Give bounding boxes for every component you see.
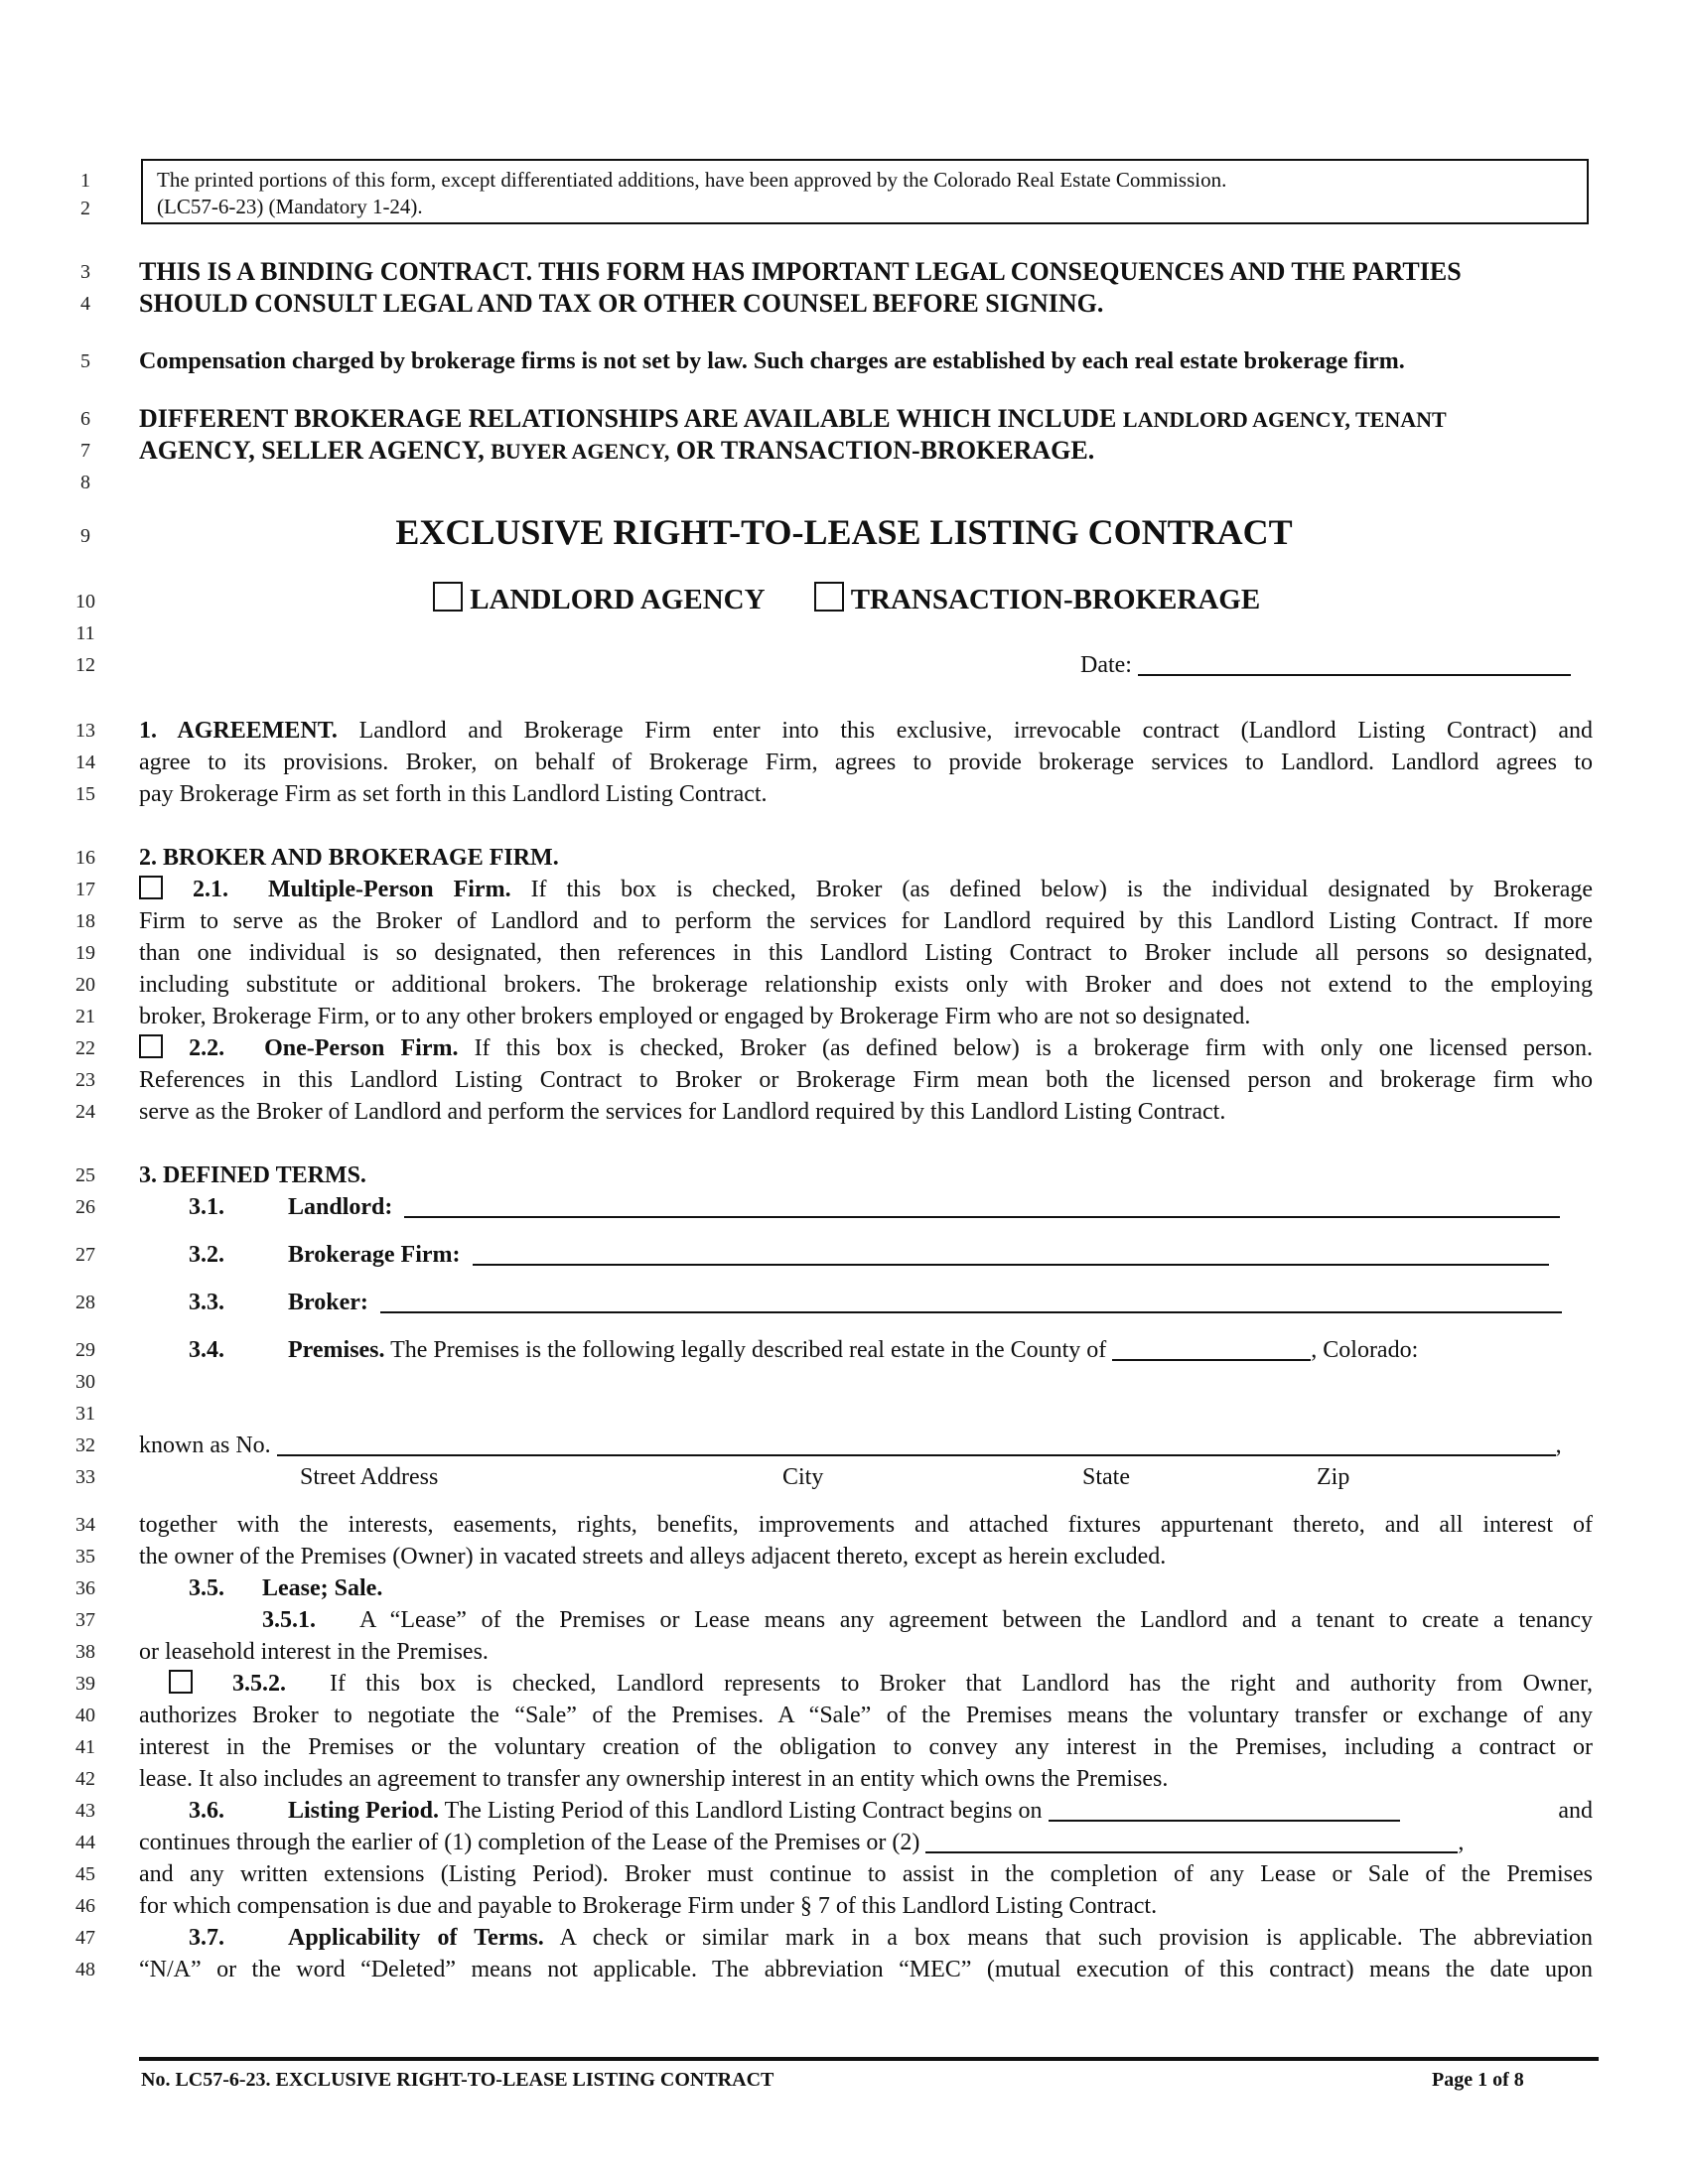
known-as-label: known as No. <box>139 1433 271 1458</box>
section-2-1-line-3: than one individual is so designated, then references in this Landlord Listing Contract to Broker include all persons so designated, <box>139 940 1593 966</box>
notice-line-2: (LC57-6-23) (Mandatory 1-24). <box>157 195 423 218</box>
line-number: 27 <box>75 1244 95 1266</box>
line-number: 7 <box>80 440 90 462</box>
section-2-1-line-5: broker, Brokerage Firm, or to any other brokers employed or engaged by Brokerage Firm who are not so designated. <box>139 1004 1251 1029</box>
section-2-2-title: One-Person Firm. <box>264 1035 459 1061</box>
transaction-brokerage-checkbox[interactable] <box>814 582 844 612</box>
line-number: 48 <box>75 1959 95 1980</box>
line-number: 42 <box>75 1768 95 1790</box>
relationships-text: OR TRANSACTION-BROKERAGE. <box>675 436 1095 465</box>
line-number: 17 <box>75 879 95 900</box>
section-3-5-title: Lease; Sale. <box>262 1575 383 1601</box>
brokerage-firm-field[interactable] <box>473 1240 1549 1266</box>
section-1-line-1 <box>139 715 1593 747</box>
line-number: 45 <box>75 1863 95 1885</box>
section-2-1-title: Multiple-Person Firm. <box>267 877 511 902</box>
section-3-6-text: The Listing Period of this Landlord Listing Contract begins on <box>444 1798 1043 1824</box>
line-number: 40 <box>75 1705 95 1726</box>
known-as-row: known as No. , <box>139 1433 1562 1458</box>
section-3-5-2-line-1 <box>139 1668 1593 1700</box>
section-3-6-text: continues through the earlier of (1) completion of the Lease of the Premises or (2) <box>139 1830 920 1855</box>
landlord-agency-checkbox[interactable] <box>433 582 463 612</box>
section-3-6-number: 3.6. <box>189 1798 224 1824</box>
section-2-1-line-4: including substitute or additional brokers. The brokerage relationship exists only with Broker and does not extend to the employing <box>139 972 1593 998</box>
premises-label: Premises. <box>288 1337 385 1363</box>
listing-end-field[interactable] <box>925 1828 1458 1853</box>
line-number: 39 <box>75 1673 95 1695</box>
line-number: 6 <box>80 408 90 430</box>
line-number: 46 <box>75 1895 95 1917</box>
section-2-heading: 2. BROKER AND BROKERAGE FIRM. <box>139 845 559 871</box>
line-number: 44 <box>75 1832 95 1853</box>
zip-label: Zip <box>1317 1464 1350 1490</box>
date-row <box>1080 649 1597 681</box>
address-field[interactable] <box>277 1431 1556 1456</box>
broker-field[interactable] <box>380 1288 1562 1313</box>
section-3-3-number: 3.3. <box>189 1290 224 1315</box>
line-number: 29 <box>75 1339 95 1361</box>
footer-rule <box>139 2057 1599 2061</box>
line-number: 32 <box>75 1434 95 1456</box>
landlord-agency-label: LANDLORD AGENCY <box>470 584 765 615</box>
broker-label: Broker: <box>288 1290 368 1315</box>
section-3-5-2-text: If this box is checked, Landlord represents to Broker that Landlord has the right and authority from Owner, <box>330 1671 1593 1697</box>
together-line-1: together with the interests, easements, rights, benefits, improvements and attached fixtures appurtenant thereto, and all interest of <box>139 1512 1593 1538</box>
brokerage-firm-row <box>189 1239 1579 1271</box>
line-number: 5 <box>80 350 90 372</box>
section-2-1-line-1 <box>139 874 1593 905</box>
transaction-brokerage-label: TRANSACTION-BROKERAGE <box>850 584 1261 615</box>
line-number: 11 <box>75 622 95 644</box>
contract-title: EXCLUSIVE RIGHT-TO-LEASE LISTING CONTRACT <box>395 512 1293 552</box>
premises-text: The Premises is the following legally described real estate in the County of <box>390 1337 1107 1363</box>
landlord-field[interactable] <box>404 1192 1560 1218</box>
section-2-2-number: 2.2. <box>189 1035 225 1061</box>
line-number: 31 <box>75 1403 95 1425</box>
line-number: 37 <box>75 1609 95 1631</box>
binding-warning-line-1: THIS IS A BINDING CONTRACT. THIS FORM HAS IMPORTANT LEGAL CONSEQUENCES AND THE PARTIES <box>139 257 1462 286</box>
section-3-5-2-line-2: authorizes Broker to negotiate the “Sale” of the Premises. A “Sale” of the Premises means the voluntary transfer or exchange of any <box>139 1703 1593 1728</box>
line-number: 16 <box>75 847 95 869</box>
line-number: 10 <box>75 591 95 613</box>
relationships-text: AGENCY, SELLER AGENCY, <box>139 436 485 465</box>
agency-options <box>433 582 1327 617</box>
line-number: 34 <box>75 1514 95 1536</box>
line-number: 28 <box>75 1292 95 1313</box>
date-field[interactable] <box>1138 650 1571 676</box>
broker-row <box>189 1287 1579 1318</box>
line-number: 3 <box>80 261 90 283</box>
multiple-person-firm-checkbox[interactable] <box>139 876 163 899</box>
relationships-line-1 <box>139 403 1593 436</box>
section-3-4-number: 3.4. <box>189 1337 224 1363</box>
compensation-notice: Compensation charged by brokerage firms is not set by law. Such charges are established by each real estate brokerage firm. <box>139 348 1405 374</box>
section-2-1-text: If this box is checked, Broker (as defined below) is the individual designated by Brokerage <box>530 877 1594 902</box>
state-label: State <box>1082 1464 1130 1490</box>
section-3-5-1-line-1 <box>262 1604 1593 1636</box>
section-2-2-text: If this box is checked, Broker (as defined below) is a brokerage firm with only one licensed person. <box>474 1035 1594 1061</box>
line-number: 12 <box>75 654 95 676</box>
line-number: 30 <box>75 1371 95 1393</box>
section-3-2-number: 3.2. <box>189 1242 224 1268</box>
line-number: 38 <box>75 1641 95 1663</box>
relationships-text: BUYER AGENCY, <box>491 439 670 464</box>
section-3-5-1-text: A “Lease” of the Premises or Lease means any agreement between the Landlord and a tenant to create a tenancy <box>359 1607 1593 1633</box>
section-3-5-number: 3.5. <box>189 1575 224 1601</box>
section-2-1-line-2: Firm to serve as the Broker of Landlord and to perform the services for Landlord required by this Landlord Listing Contract. If more <box>139 908 1593 934</box>
relationships-text: LANDLORD AGENCY, TENANT <box>1122 407 1447 432</box>
line-number: 33 <box>75 1466 95 1488</box>
section-3-7-number: 3.7. <box>189 1925 224 1951</box>
section-3-5-heading <box>189 1572 1642 1604</box>
section-3-1-number: 3.1. <box>189 1194 224 1220</box>
line-number: 2 <box>80 198 90 219</box>
line-number: 15 <box>75 783 95 805</box>
binding-warning-line-2: SHOULD CONSULT LEGAL AND TAX OR OTHER COUNSEL BEFORE SIGNING. <box>139 289 1104 318</box>
listing-start-field[interactable] <box>1049 1796 1400 1822</box>
section-3-5-1-line-2: or leasehold interest in the Premises. <box>139 1639 489 1665</box>
brokerage-firm-label: Brokerage Firm: <box>288 1242 461 1268</box>
section-2-2-line-3: serve as the Broker of Landlord and perform the services for Landlord required by this Landlord Listing Contract. <box>139 1099 1226 1125</box>
line-number: 1 <box>80 170 90 192</box>
section-3-6-line-1 <box>189 1795 1593 1827</box>
line-number: 35 <box>75 1546 95 1568</box>
section-2-2-line-1 <box>139 1032 1593 1064</box>
premises-row <box>189 1334 1589 1366</box>
section-3-6-line-3: and any written extensions (Listing Period). Broker must continue to assist in the completion of any Lease or Sale of the Premises <box>139 1861 1593 1887</box>
section-1-text: Landlord and Brokerage Firm enter into this exclusive, irrevocable contract (Landlord Listing Contract) and <box>358 718 1594 744</box>
line-number: 18 <box>75 910 95 932</box>
landlord-label: Landlord: <box>288 1194 393 1220</box>
relationships-line-2 <box>139 435 1593 468</box>
line-number: 14 <box>75 751 95 773</box>
section-3-6-line-2: continues through the earlier of (1) completion of the Lease of the Premises or (2) , <box>139 1830 1465 1855</box>
section-1-heading: 1. AGREEMENT. <box>139 718 338 744</box>
sale-authority-checkbox[interactable] <box>169 1670 193 1694</box>
section-3-5-2-number: 3.5.2. <box>232 1671 286 1697</box>
line-number: 25 <box>75 1164 95 1186</box>
section-1-line-2: agree to its provisions. Broker, on behalf of Brokerage Firm, agrees to provide brokerage services to Landlord. Landlord agrees to <box>139 750 1593 775</box>
line-number: 20 <box>75 974 95 996</box>
line-number: 47 <box>75 1927 95 1949</box>
notice-line-1: The printed portions of this form, except differentiated additions, have been approved by the Colorado Real Estate Commission. <box>157 168 1227 192</box>
section-3-6-and: and <box>1558 1798 1593 1824</box>
premises-colorado: , Colorado: <box>1311 1337 1419 1363</box>
landlord-row <box>189 1191 1579 1223</box>
commission-notice-box <box>141 159 1589 224</box>
section-1-line-3: pay Brokerage Firm as set forth in this Landlord Listing Contract. <box>139 781 768 807</box>
line-number: 8 <box>80 472 90 493</box>
one-person-firm-checkbox[interactable] <box>139 1034 163 1058</box>
line-number: 21 <box>75 1006 95 1027</box>
line-number: 36 <box>75 1577 95 1599</box>
date-label: Date: <box>1080 652 1132 678</box>
section-2-1-number: 2.1. <box>192 877 228 902</box>
line-number: 19 <box>75 942 95 964</box>
section-3-5-1-number: 3.5.1. <box>262 1607 316 1633</box>
line-number: 9 <box>80 525 90 547</box>
city-label: City <box>782 1464 824 1490</box>
section-3-6-title: Listing Period. <box>288 1798 440 1824</box>
section-3-5-2-line-3: interest in the Premises or the voluntary creation of the obligation to convey any interest in the Premises, including a contract or <box>139 1734 1593 1760</box>
county-field[interactable] <box>1112 1335 1311 1361</box>
line-number: 22 <box>75 1037 95 1059</box>
section-3-heading: 3. DEFINED TERMS. <box>139 1162 366 1188</box>
section-3-5-2-line-4: lease. It also includes an agreement to transfer any ownership interest in an entity which owns the Premises. <box>139 1766 1169 1792</box>
line-number: 41 <box>75 1736 95 1758</box>
line-number: 13 <box>75 720 95 742</box>
together-line-2: the owner of the Premises (Owner) in vacated streets and alleys adjacent thereto, except as herein excluded. <box>139 1544 1167 1570</box>
section-3-6-line-4: for which compensation is due and payable to Brokerage Firm under § 7 of this Landlord Listing Contract. <box>139 1893 1158 1919</box>
line-number: 26 <box>75 1196 95 1218</box>
section-3-7-line-1 <box>189 1922 1593 1954</box>
section-3-7-text: A check or similar mark in a box means that such provision is applicable. The abbreviation <box>559 1925 1593 1951</box>
section-2-2-line-2: References in this Landlord Listing Contract to Broker or Brokerage Firm mean both the licensed person and brokerage firm who <box>139 1067 1593 1093</box>
footer-page-number: Page 1 of 8 <box>1432 2069 1524 2091</box>
section-3-7-title: Applicability of Terms. <box>288 1925 544 1951</box>
line-number: 4 <box>80 293 90 315</box>
line-number: 43 <box>75 1800 95 1822</box>
relationships-text: DIFFERENT BROKERAGE RELATIONSHIPS ARE AVAILABLE WHICH INCLUDE <box>139 404 1117 433</box>
street-address-label: Street Address <box>300 1464 439 1490</box>
section-3-7-line-2: “N/A” or the word “Deleted” means not applicable. The abbreviation “MEC” (mutual execution of this contract) means the date upon <box>139 1957 1593 1982</box>
line-number: 24 <box>75 1101 95 1123</box>
footer-form-id: No. LC57-6-23. EXCLUSIVE RIGHT-TO-LEASE LISTING CONTRACT <box>141 2069 774 2091</box>
line-number: 23 <box>75 1069 95 1091</box>
